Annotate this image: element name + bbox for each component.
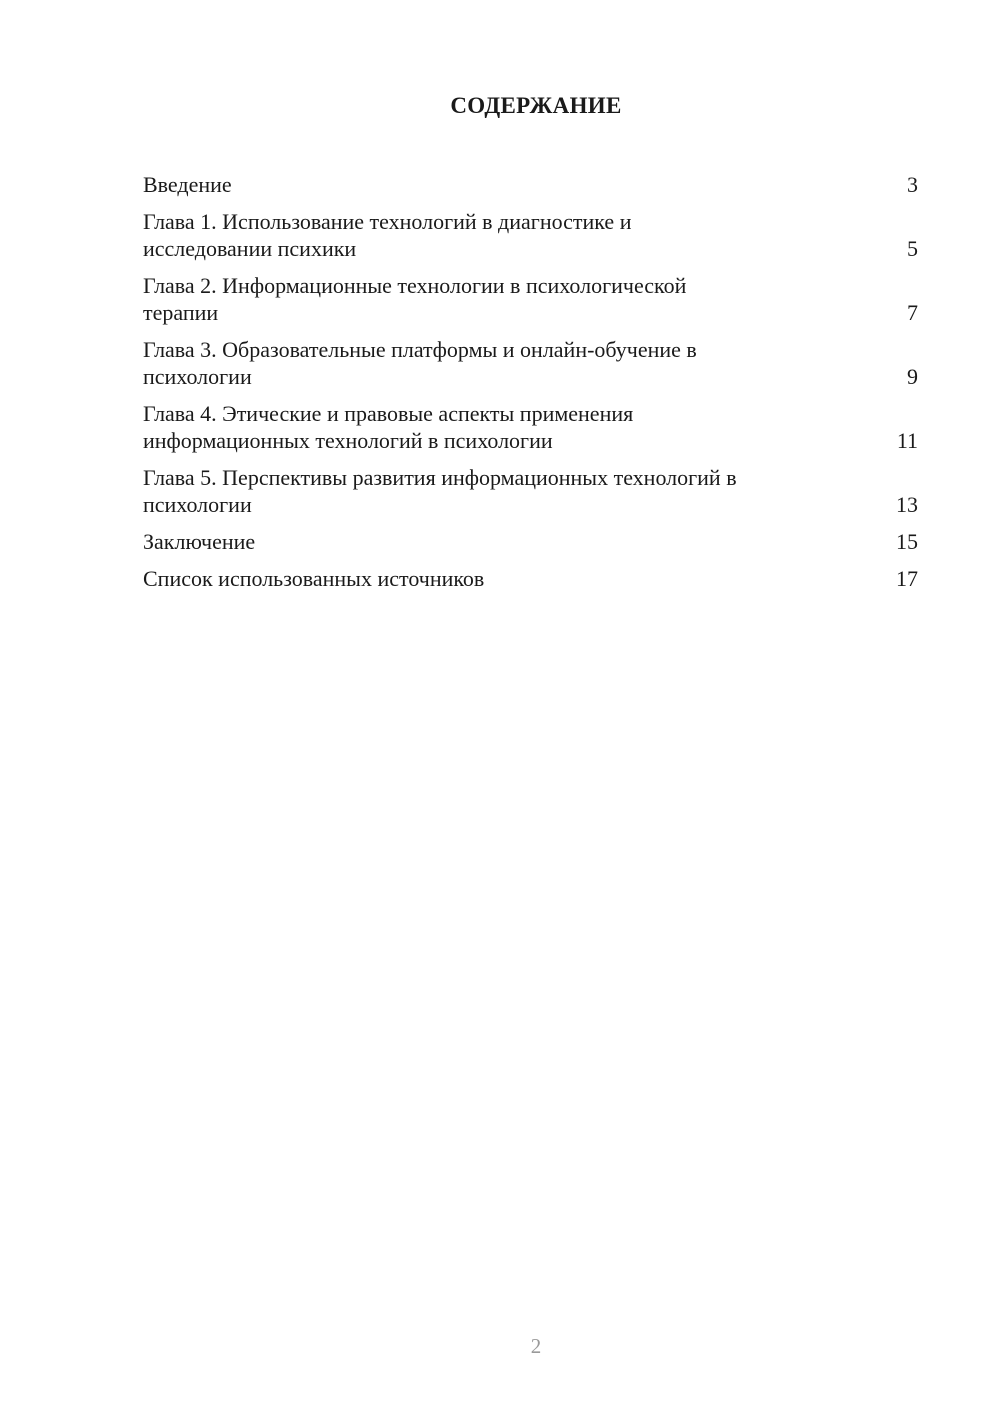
toc-entry-page: 11 xyxy=(896,428,918,453)
toc-entry-text-line1: Глава 3. Образовательные платформы и онлайн-обучение в xyxy=(143,337,697,362)
toc-entry-text-line1: Глава 5. Перспективы развития информационных технологий в xyxy=(143,465,737,490)
toc-entry-text-line1: Глава 1. Использование технологий в диагностике и xyxy=(143,209,632,234)
toc-entry-chapter-3 xyxy=(143,336,918,390)
page-number: 2 xyxy=(530,1334,542,1358)
toc-entry-text-line2: психологии xyxy=(143,492,252,517)
toc-entry-text: Заключение xyxy=(143,529,256,554)
toc-entry-page: 9 xyxy=(907,364,918,389)
toc-entry-references xyxy=(143,565,918,592)
toc-entry-page: 3 xyxy=(907,172,918,197)
toc-entry-introduction xyxy=(143,171,918,198)
toc-entry-page: 7 xyxy=(907,300,918,325)
toc-entry-chapter-2 xyxy=(143,272,918,326)
toc-entry-page: 17 xyxy=(896,566,918,591)
toc-entry-page: 5 xyxy=(907,236,918,261)
toc-entry-text-line2: информационных технологий в психологии xyxy=(143,428,553,453)
toc-entry-chapter-1 xyxy=(143,208,918,262)
toc-entry-page: 13 xyxy=(896,492,918,517)
toc-entry-page: 15 xyxy=(896,529,918,554)
toc-title: СОДЕРЖАНИЕ xyxy=(450,93,622,118)
toc-entry-text-line2: психологии xyxy=(143,364,252,389)
toc-entry-conclusion xyxy=(143,528,918,555)
toc-entry-text-line1: Глава 2. Информационные технологии в психологической xyxy=(143,273,687,298)
toc-entry-text-line2: терапии xyxy=(143,300,219,325)
toc-entry-text: Список использованных источников xyxy=(143,566,485,591)
toc-entry-chapter-4 xyxy=(143,400,918,454)
toc-list xyxy=(143,171,918,602)
toc-entry-text-line2: исследовании психики xyxy=(143,236,357,261)
toc-entry-text: Введение xyxy=(143,172,232,197)
toc-entry-text-line1: Глава 4. Этические и правовые аспекты применения xyxy=(143,401,634,426)
toc-entry-chapter-5 xyxy=(143,464,918,518)
